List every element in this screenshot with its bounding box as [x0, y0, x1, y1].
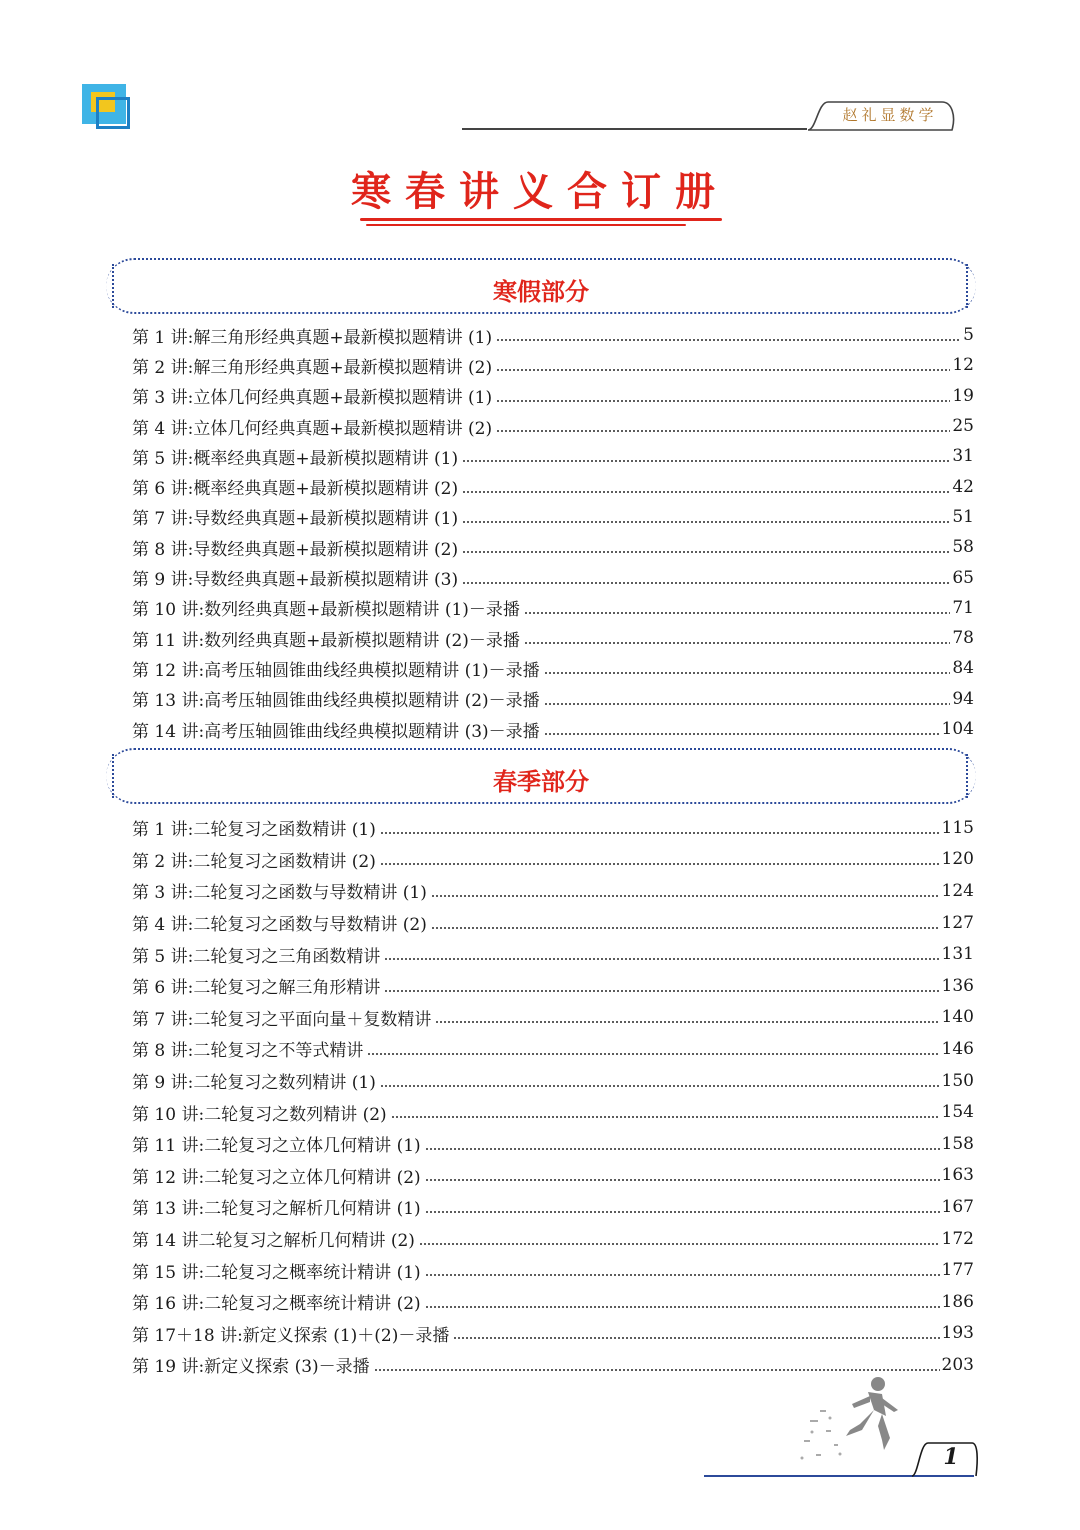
winter-section-banner	[106, 258, 976, 314]
toc-entry-page: 154	[941, 1102, 974, 1123]
toc-row	[132, 1002, 974, 1034]
toc-row	[132, 1191, 974, 1223]
toc-dot-leader	[435, 1021, 939, 1023]
toc-entry-page: 140	[941, 1007, 974, 1028]
toc-row	[132, 502, 974, 532]
title-underline-secondary	[366, 224, 686, 226]
toc-row	[132, 875, 974, 907]
toc-entry-page: 78	[952, 628, 974, 649]
runner-icon	[790, 1370, 910, 1470]
toc-entry-page: 127	[941, 912, 974, 933]
toc-entry-page: 146	[941, 1038, 974, 1059]
toc-entry-page: 193	[941, 1323, 974, 1344]
header-rule	[462, 128, 807, 130]
toc-entry-title: 第 17＋18 讲:新定义探索 (1)＋(2)－录播	[132, 1325, 450, 1346]
toc-entry-page: 186	[941, 1291, 974, 1312]
toc-row	[132, 532, 974, 562]
toc-entry-title: 第 14 讲:高考压轴圆锥曲线经典模拟题精讲 (3)－录播	[132, 721, 540, 742]
toc-row	[132, 1223, 974, 1255]
toc-entry-title: 第 11 讲:二轮复习之立体几何精讲 (1)	[132, 1136, 421, 1157]
spring-section-banner	[106, 748, 976, 804]
toc-entry-title: 第 4 讲:二轮复习之函数与导数精讲 (2)	[132, 915, 427, 936]
toc-entry-page: 167	[941, 1196, 974, 1217]
brand-tab	[806, 100, 954, 130]
toc-entry-page: 115	[941, 817, 974, 838]
toc-row	[132, 411, 974, 441]
toc-row	[132, 907, 974, 939]
toc-dot-leader	[425, 1211, 940, 1213]
toc-entry-page: 172	[941, 1228, 974, 1249]
toc-dot-leader	[544, 672, 951, 674]
toc-dot-leader	[431, 927, 940, 929]
toc-row	[132, 1065, 974, 1097]
toc-dot-leader	[462, 460, 950, 462]
toc-dot-leader	[496, 339, 961, 341]
toc-row	[132, 1096, 974, 1128]
toc-dot-leader	[524, 612, 950, 614]
toc-dot-leader	[462, 521, 950, 523]
toc-dot-leader	[391, 1116, 940, 1118]
spring-toc-list	[132, 812, 974, 1381]
toc-dot-leader	[431, 895, 940, 897]
spring-section-title: 春季部分	[493, 768, 589, 796]
toc-row	[132, 1286, 974, 1318]
toc-dot-leader	[425, 1274, 940, 1276]
toc-entry-page: 5	[963, 325, 974, 346]
toc-entry-page: 177	[941, 1260, 974, 1281]
toc-entry-page: 51	[952, 506, 974, 527]
toc-entry-title: 第 2 讲:二轮复习之函数精讲 (2)	[132, 851, 376, 872]
toc-entry-page: 71	[952, 597, 974, 618]
toc-dot-leader	[380, 1085, 940, 1087]
toc-dot-leader	[367, 1053, 939, 1055]
toc-row	[132, 1128, 974, 1160]
toc-row	[132, 471, 974, 501]
toc-entry-title: 第 8 讲:二轮复习之不等式精讲	[132, 1041, 364, 1062]
toc-dot-leader	[384, 958, 939, 960]
toc-entry-title: 第 6 讲:概率经典真题+最新模拟题精讲 (2)	[132, 479, 459, 500]
toc-row	[132, 844, 974, 876]
toc-dot-leader	[380, 863, 940, 865]
toc-entry-page: 84	[952, 658, 974, 679]
toc-dot-leader	[453, 1337, 939, 1339]
toc-entry-page: 104	[941, 719, 974, 739]
toc-dot-leader	[524, 642, 950, 644]
toc-dot-leader	[380, 832, 940, 834]
toc-entry-title: 第 4 讲:立体几何经典真题+最新模拟题精讲 (2)	[132, 418, 493, 439]
toc-row	[132, 684, 974, 714]
toc-entry-title: 第 9 讲:导数经典真题+最新模拟题精讲 (3)	[132, 570, 459, 591]
toc-row	[132, 1254, 974, 1286]
toc-row	[132, 970, 974, 1002]
toc-dot-leader	[425, 1148, 940, 1150]
toc-entry-page: 124	[941, 880, 974, 901]
toc-entry-page: 31	[952, 446, 974, 467]
toc-entry-title: 第 3 讲:二轮复习之函数与导数精讲 (1)	[132, 883, 427, 904]
toc-row	[132, 938, 974, 970]
brand-name: 赵礼显数学	[842, 106, 938, 124]
toc-entry-page: 19	[952, 385, 974, 406]
toc-entry-title: 第 1 讲:解三角形经典真题+最新模拟题精讲 (1)	[132, 327, 493, 348]
toc-entry-title: 第 8 讲:导数经典真题+最新模拟题精讲 (2)	[132, 539, 459, 560]
toc-entry-title: 第 7 讲:导数经典真题+最新模拟题精讲 (1)	[132, 509, 459, 530]
toc-dot-leader	[496, 400, 950, 402]
toc-entry-title: 第 2 讲:解三角形经典真题+最新模拟题精讲 (2)	[132, 357, 493, 378]
toc-entry-title: 第 19 讲:新定义探索 (3)－录播	[132, 1357, 370, 1378]
toc-entry-title: 第 14 讲二轮复习之解析几何精讲 (2)	[132, 1231, 415, 1252]
toc-entry-title: 第 9 讲:二轮复习之数列精讲 (1)	[132, 1073, 376, 1094]
page-number: 1	[943, 1444, 959, 1470]
toc-row	[132, 653, 974, 683]
toc-dot-leader	[462, 491, 950, 493]
corner-logo-icon	[82, 84, 132, 130]
toc-entry-page: 58	[952, 537, 974, 558]
toc-dot-leader	[419, 1243, 940, 1245]
toc-entry-page: 203	[941, 1354, 974, 1375]
toc-row	[132, 623, 974, 653]
toc-entry-page: 12	[952, 355, 974, 376]
toc-row	[132, 381, 974, 411]
toc-entry-title: 第 7 讲:二轮复习之平面向量＋复数精讲	[132, 1009, 432, 1030]
toc-entry-title: 第 10 讲:二轮复习之数列精讲 (2)	[132, 1104, 387, 1125]
toc-entry-title: 第 15 讲:二轮复习之概率统计精讲 (1)	[132, 1262, 421, 1283]
toc-dot-leader	[425, 1306, 940, 1308]
toc-entry-page: 120	[941, 849, 974, 870]
toc-row	[132, 320, 974, 350]
toc-dot-leader	[462, 582, 950, 584]
toc-dot-leader	[544, 733, 940, 735]
toc-dot-leader	[496, 430, 950, 432]
toc-entry-title: 第 3 讲:立体几何经典真题+最新模拟题精讲 (1)	[132, 388, 493, 409]
toc-row	[132, 593, 974, 623]
toc-entry-page: 163	[941, 1165, 974, 1186]
winter-section-title: 寒假部分	[493, 278, 589, 306]
toc-entry-title: 第 12 讲:二轮复习之立体几何精讲 (2)	[132, 1167, 421, 1188]
toc-entry-title: 第 12 讲:高考压轴圆锥曲线经典模拟题精讲 (1)－录播	[132, 660, 540, 681]
toc-dot-leader	[544, 703, 951, 705]
toc-row	[132, 562, 974, 592]
toc-entry-title: 第 1 讲:二轮复习之函数精讲 (1)	[132, 820, 376, 841]
toc-row	[132, 1318, 974, 1350]
title-underline	[360, 218, 722, 221]
toc-entry-page: 150	[941, 1070, 974, 1091]
toc-entry-page: 158	[941, 1133, 974, 1154]
toc-entry-title: 第 10 讲:数列经典真题+最新模拟题精讲 (1)－录播	[132, 600, 520, 621]
toc-entry-page: 65	[952, 567, 974, 588]
toc-entry-page: 131	[941, 944, 974, 965]
toc-entry-page: 25	[952, 416, 974, 437]
toc-entry-page: 42	[952, 476, 974, 497]
toc-dot-leader	[496, 369, 950, 371]
toc-row	[132, 812, 974, 844]
toc-row	[132, 350, 974, 380]
toc-entry-page: 136	[941, 975, 974, 996]
toc-row	[132, 1033, 974, 1065]
toc-entry-title: 第 13 讲:二轮复习之解析几何精讲 (1)	[132, 1199, 421, 1220]
toc-row	[132, 441, 974, 471]
toc-entry-title: 第 11 讲:数列经典真题+最新模拟题精讲 (2)－录播	[132, 630, 520, 651]
toc-dot-leader	[425, 1179, 940, 1181]
toc-entry-title: 第 16 讲:二轮复习之概率统计精讲 (2)	[132, 1294, 421, 1315]
toc-entry-title: 第 13 讲:高考压轴圆锥曲线经典模拟题精讲 (2)－录播	[132, 691, 540, 712]
toc-row	[132, 1160, 974, 1192]
toc-entry-page: 94	[952, 688, 974, 709]
winter-toc-list	[132, 320, 974, 744]
toc-entry-title: 第 6 讲:二轮复习之解三角形精讲	[132, 978, 381, 999]
toc-dot-leader	[384, 990, 939, 992]
page-title: 寒春讲义合订册	[351, 168, 729, 215]
toc-dot-leader	[462, 551, 950, 553]
toc-row	[132, 714, 974, 744]
toc-entry-title: 第 5 讲:二轮复习之三角函数精讲	[132, 946, 381, 967]
toc-entry-title: 第 5 讲:概率经典真题+最新模拟题精讲 (1)	[132, 448, 459, 469]
